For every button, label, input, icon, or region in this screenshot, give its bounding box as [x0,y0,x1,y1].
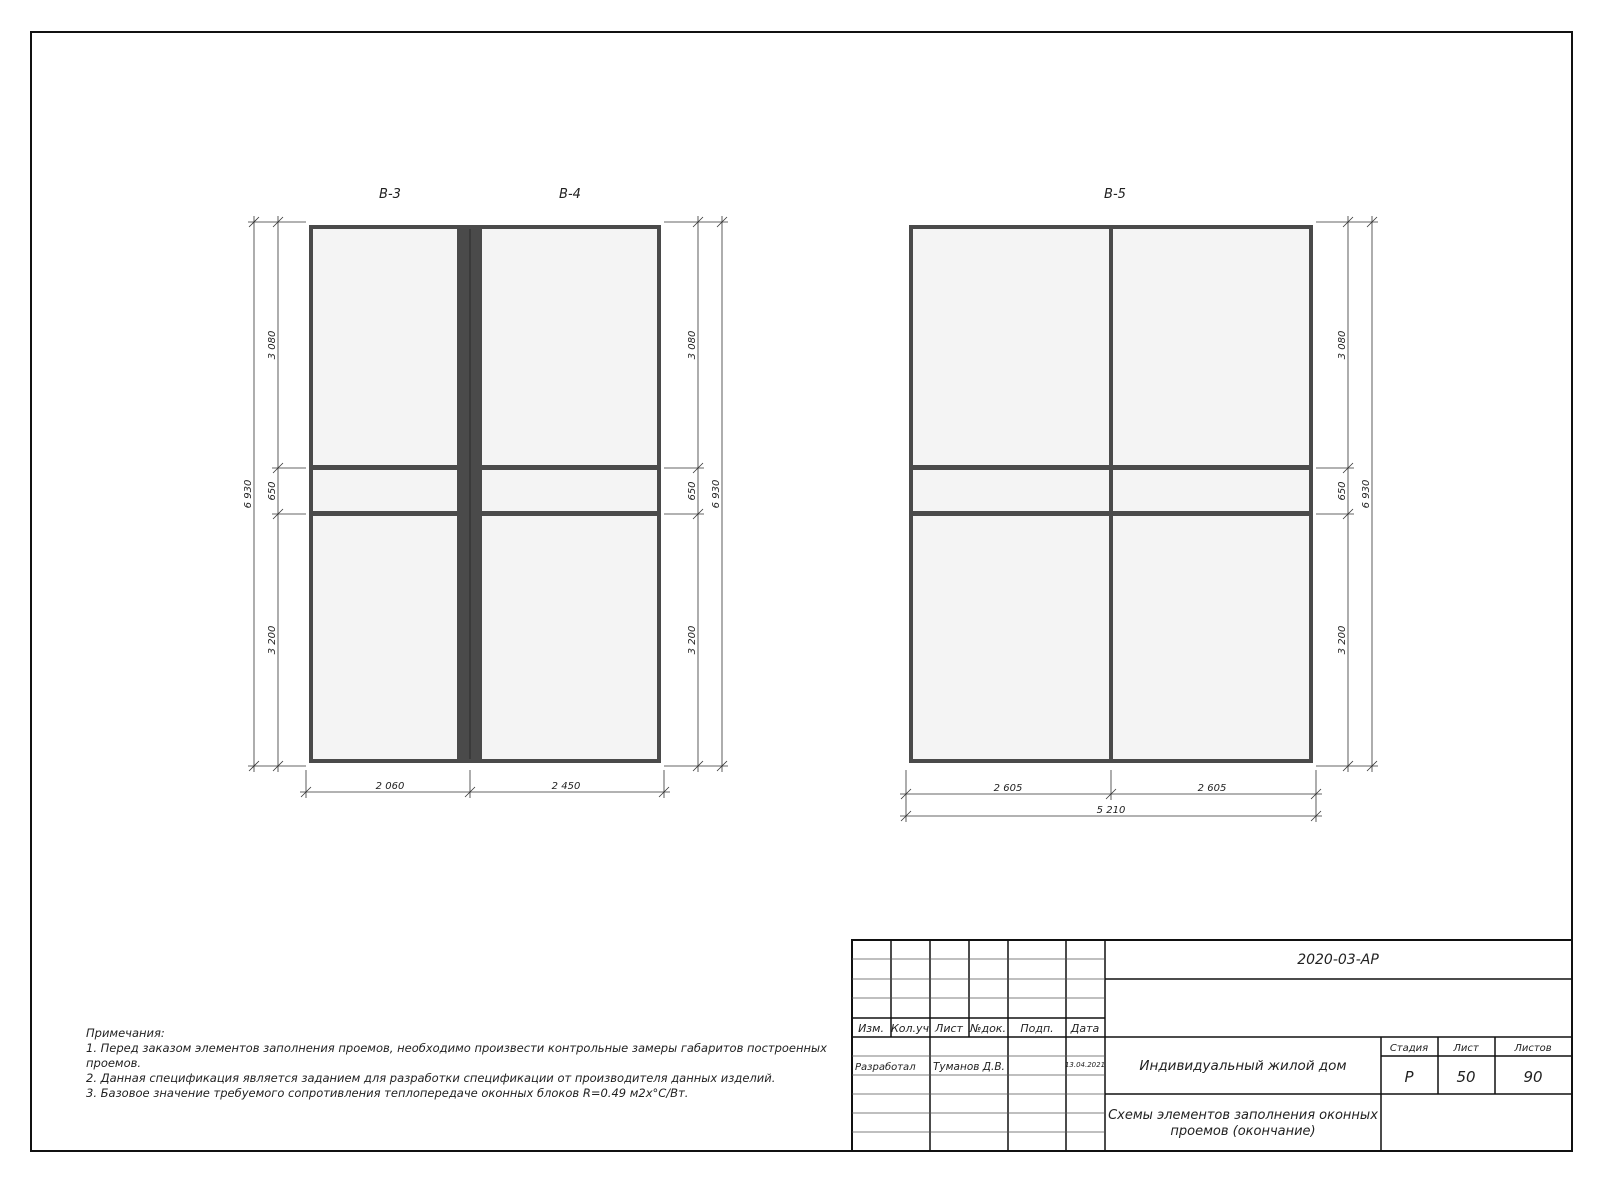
notes-title: Примечания: [86,1026,165,1040]
dim-total-height: 6 930 [243,479,254,509]
dim-bottom-height: 3 200 [267,625,278,655]
stamp-header-koluch: Кол.уч [890,1022,930,1035]
glass-pane [482,229,657,465]
glass-pane [313,470,457,511]
sheet-label: Лист [1453,1043,1479,1054]
dim-width-right: 2 605 [1197,783,1227,794]
sheet-value: 50 [1456,1068,1476,1086]
stamp-header-podp: Подп. [1020,1022,1054,1035]
drawing-code: 2020-03-АР [1297,952,1379,968]
stamp-header-data: Дата [1070,1022,1100,1035]
sheet-border [31,32,1572,1151]
dim-top-height: 3 080 [267,330,278,360]
glass-pane [1113,470,1309,511]
notes-block [86,1026,846,1101]
dim-width-right: 2 450 [551,781,581,792]
glass-pane [1113,229,1309,465]
sheet-title-line2: проемов (окончание) [1170,1124,1316,1139]
stamp-name: Туманов Д.В. [933,1061,1005,1073]
dim-top-height: 3 080 [1337,330,1348,360]
stamp-role: Разработал [855,1062,916,1073]
glass-pane [482,516,657,759]
dim-width-left: 2 060 [375,781,405,792]
stamp-header-izm: Изм. [858,1022,884,1035]
dim-width-left: 2 605 [993,783,1023,794]
dim-width-total: 5 210 [1096,805,1126,816]
glass-pane [913,229,1109,465]
dim-bottom-height: 3 200 [687,625,698,655]
sheets-value: 90 [1523,1068,1543,1086]
stamp-date: 13.04.2021 [1064,1061,1106,1069]
note-item: 2. Данная спецификация является заданием для разработки спецификации от производителя данных изделий. [86,1071,776,1085]
sheets-label: Листов [1514,1043,1552,1054]
dim-middle-height: 650 [687,481,698,501]
window-v5 [909,225,1313,763]
glass-pane [313,229,457,465]
dim-total-height: 6 930 [1361,479,1372,509]
glass-pane [913,516,1109,759]
dim-top-height: 3 080 [687,330,698,360]
window-v3-v4 [309,225,661,763]
glass-pane [313,516,457,759]
dim-middle-height: 650 [267,481,278,501]
stamp-header-ndok: №док. [970,1022,1006,1035]
glass-pane [1113,516,1309,759]
dim-bottom-height: 3 200 [1337,625,1348,655]
label-v3: В-3 [379,187,401,202]
dim-middle-height: 650 [1337,481,1348,501]
dims-left-group-bottom [300,770,670,798]
project-name: Индивидуальный жилой дом [1139,1058,1347,1074]
stamp-header-list: Лист [935,1022,963,1035]
label-v4: В-4 [559,187,581,202]
note-item: 3. Базовое значение требуемого сопротивления теплопередаче оконных блоков R=0.49 м2х°С/Вт. [86,1086,689,1100]
sheet-title-line1: Схемы элементов заполнения оконных [1108,1108,1378,1123]
stage-value: Р [1404,1068,1414,1086]
label-v5: В-5 [1104,187,1126,202]
dim-total-height: 6 930 [711,479,722,509]
glass-pane [913,470,1109,511]
stage-label: Стадия [1389,1043,1429,1054]
glass-pane [482,470,657,511]
note-item: 1. Перед заказом элементов заполнения проемов, необходимо произвести контрольные замеры габаритов построенных проемов. [86,1041,827,1070]
